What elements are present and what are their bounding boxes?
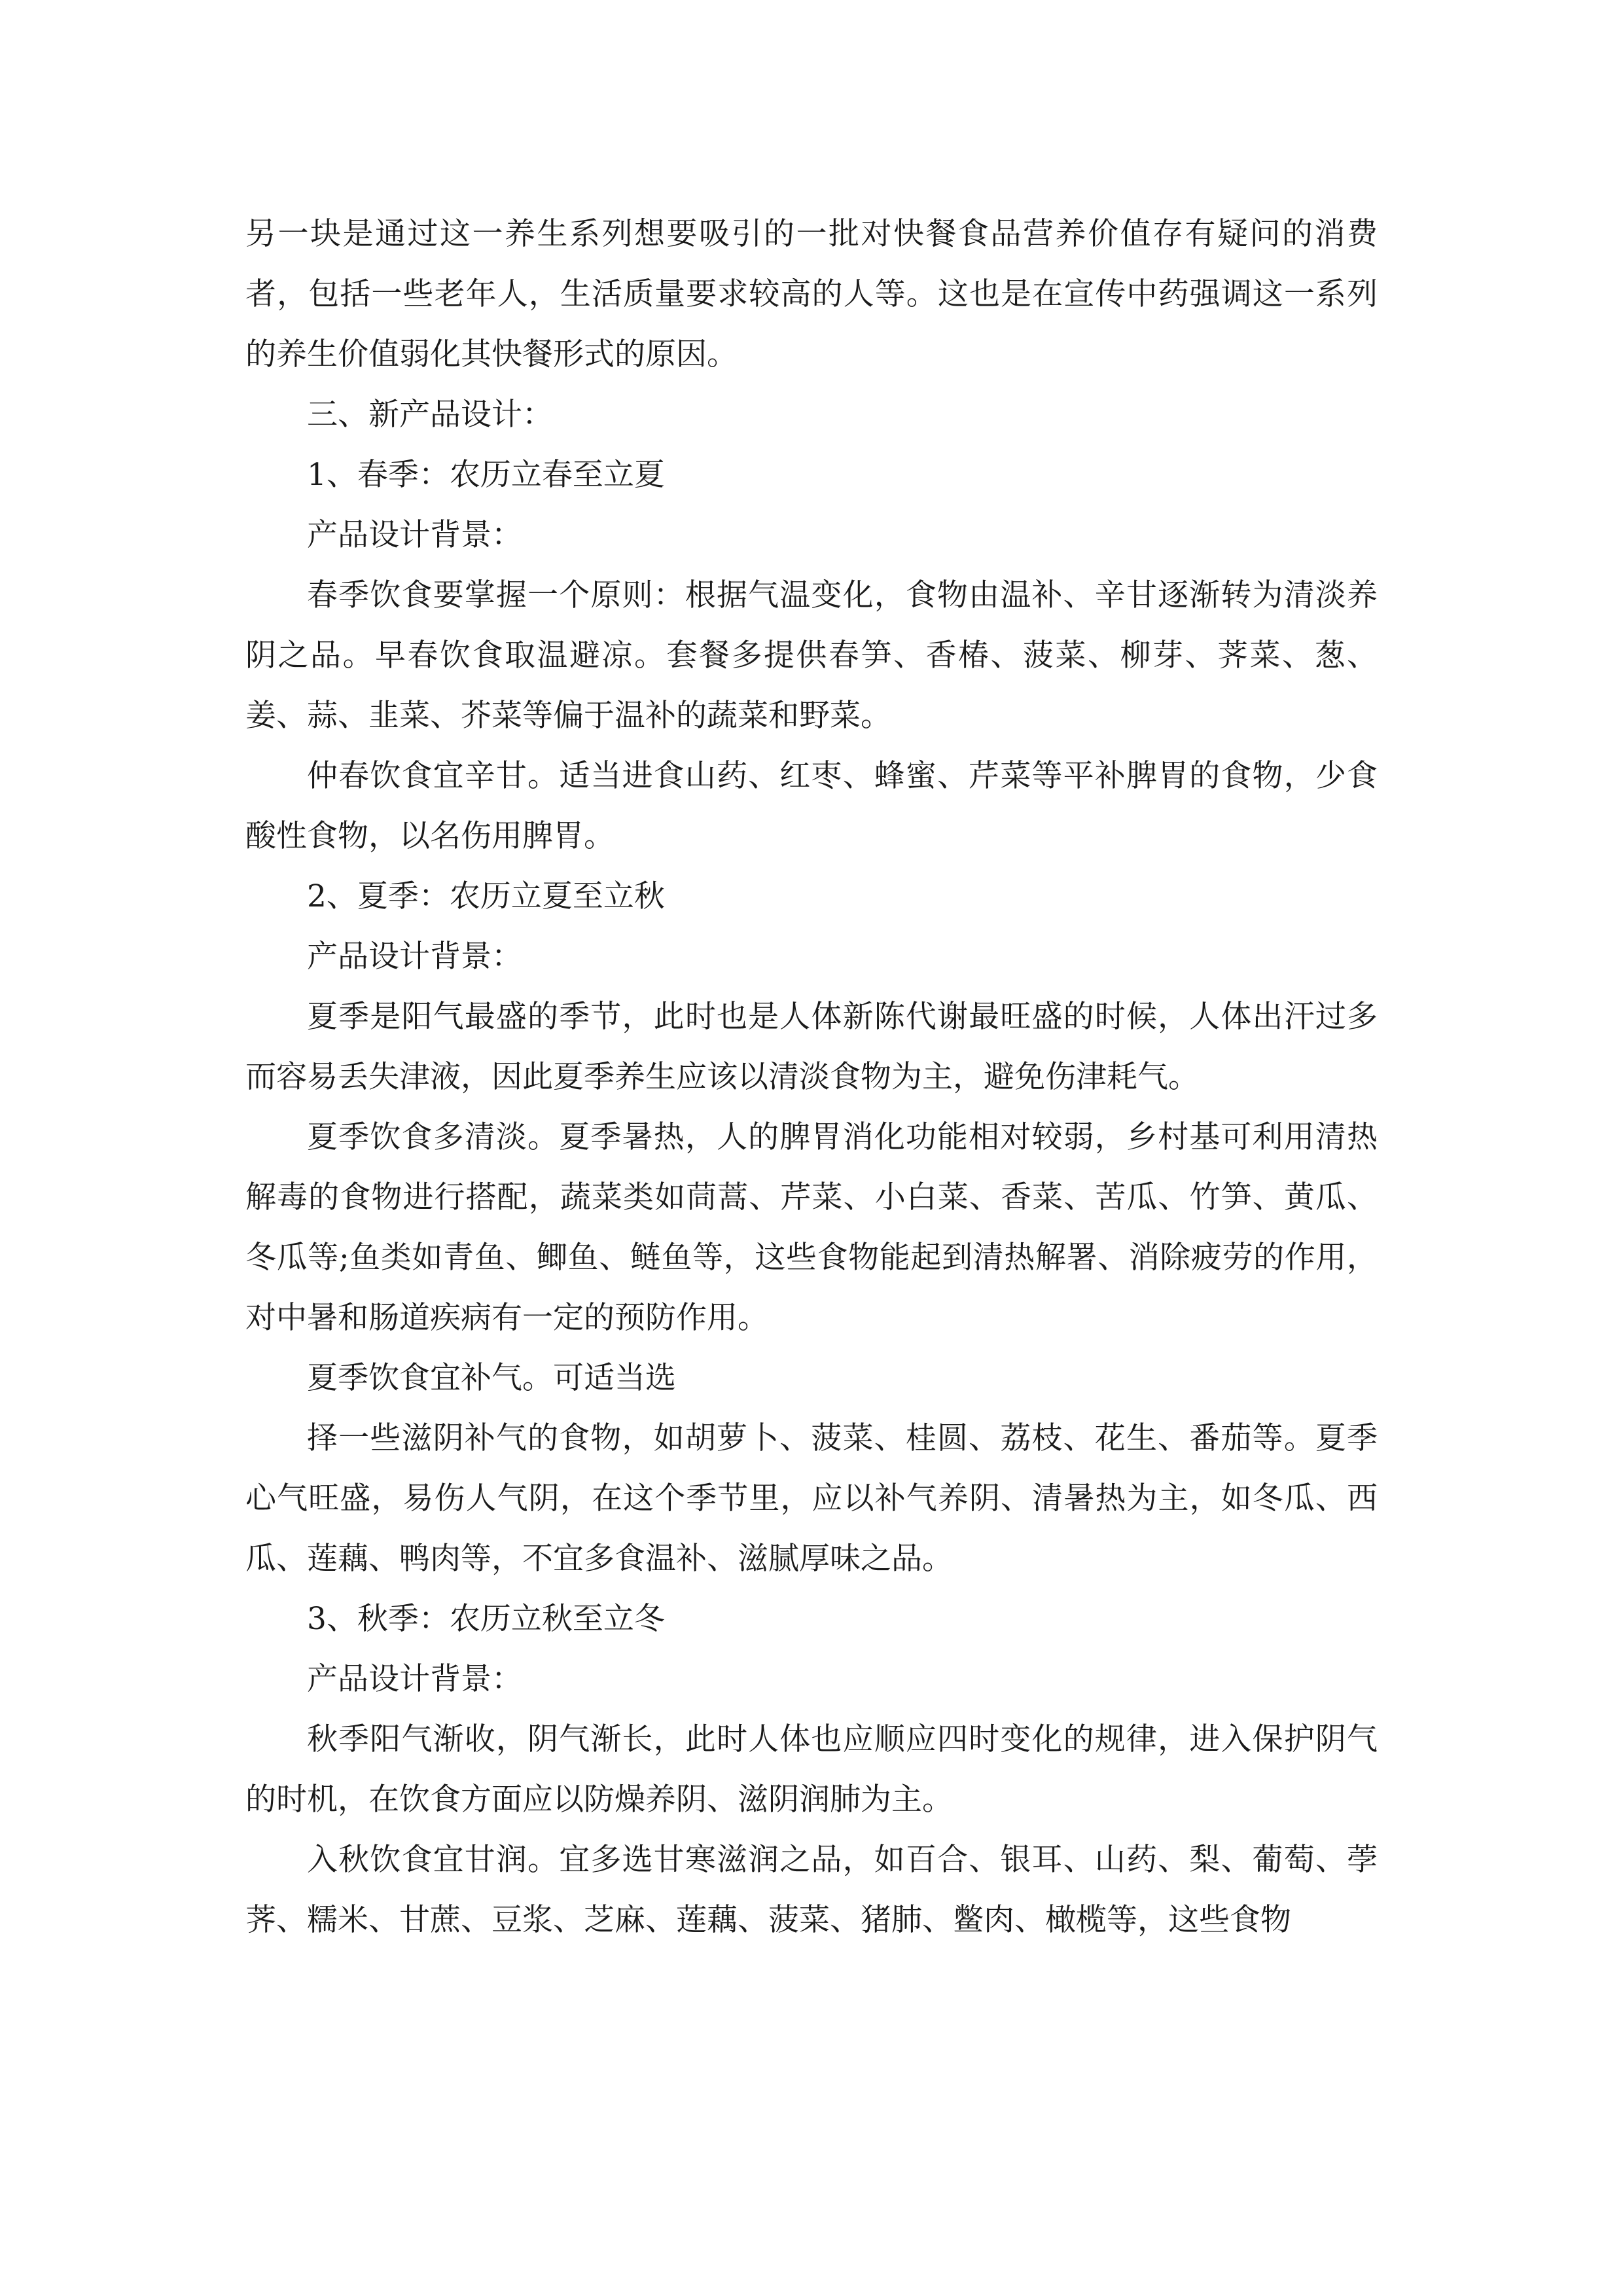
paragraph-summer-yang: 夏季是阳气最盛的季节，此时也是人体新陈代谢最旺盛的时候，人体出汗过多而容易丢失津液，因此夏季养生应该以清淡食物为主，避免伤津耗气。 <box>245 999 1378 1095</box>
paragraph-mid-spring: 仲春饮食宜辛甘。适当进食山药、红枣、蜂蜜、芹菜等平补脾胃的食物，少食酸性食物，以名伤用脾胃。 <box>245 758 1378 854</box>
label-design-background-autumn: 产品设计背景： <box>307 1661 522 1697</box>
section-heading-new-product-design: 三、新产品设计： <box>307 397 553 433</box>
label-design-background-summer: 产品设计背景： <box>307 939 522 975</box>
paragraph-intro-continuation: 另一块是通过这一养生系列想要吸引的一批对快餐食品营养价值存有疑问的消费者，包括一些老年人，生活质量要求较高的人等。这也是在宣传中药强调这一系列的养生价值弱化其快餐形式的原因。 <box>245 216 1378 372</box>
document-body <box>245 204 1378 1950</box>
paragraph-summer-qi-intro: 夏季饮食宜补气。可适当选 <box>307 1360 676 1396</box>
subheading-spring: 1、春季：农历立春至立夏 <box>307 457 665 493</box>
paragraph-autumn-yin: 秋季阳气渐收，阴气渐长，此时人体也应顺应四时变化的规律，进入保护阴气的时机，在饮食方面应以防燥养阴、滋阴润肺为主。 <box>245 1721 1378 1818</box>
paragraph-summer-qi-foods: 择一些滋阴补气的食物，如胡萝卜、菠菜、桂圆、荔枝、花生、番茄等。夏季心气旺盛，易伤人气阴，在这个季节里，应以补气养阴、清暑热为主，如冬瓜、西瓜、莲藕、鸭肉等，不宜多食温补、滋腻厚味之品。 <box>245 1420 1378 1577</box>
subheading-summer: 2、夏季：农历立夏至立秋 <box>307 878 665 914</box>
label-design-background-spring: 产品设计背景： <box>307 517 522 553</box>
subheading-autumn: 3、秋季：农历立秋至立冬 <box>307 1601 665 1637</box>
paragraph-autumn-diet: 入秋饮食宜甘润。宜多选甘寒滋润之品，如百合、银耳、山药、梨、葡萄、荸荠、糯米、甘蔗、豆浆、芝麻、莲藕、菠菜、猪肺、鳖肉、橄榄等，这些食物 <box>245 1842 1378 1938</box>
paragraph-spring-principle: 春季饮食要掌握一个原则：根据气温变化，食物由温补、辛甘逐渐转为清淡养阴之品。早春饮食取温避凉。套餐多提供春笋、香椿、菠菜、柳芽、荠菜、葱、姜、蒜、韭菜、芥菜等偏于温补的蔬菜和野菜。 <box>245 577 1378 734</box>
paragraph-summer-light-diet: 夏季饮食多清淡。夏季暑热，人的脾胃消化功能相对较弱，乡村基可利用清热解毒的食物进行搭配，蔬菜类如茼蒿、芹菜、小白菜、香菜、苦瓜、竹笋、黄瓜、冬瓜等;鱼类如青鱼、鲫鱼、鲢鱼等，这些食物能起到清热解署、消除疲劳的作用，对中暑和肠道疾病有一定的预防作用。 <box>245 1119 1378 1336</box>
